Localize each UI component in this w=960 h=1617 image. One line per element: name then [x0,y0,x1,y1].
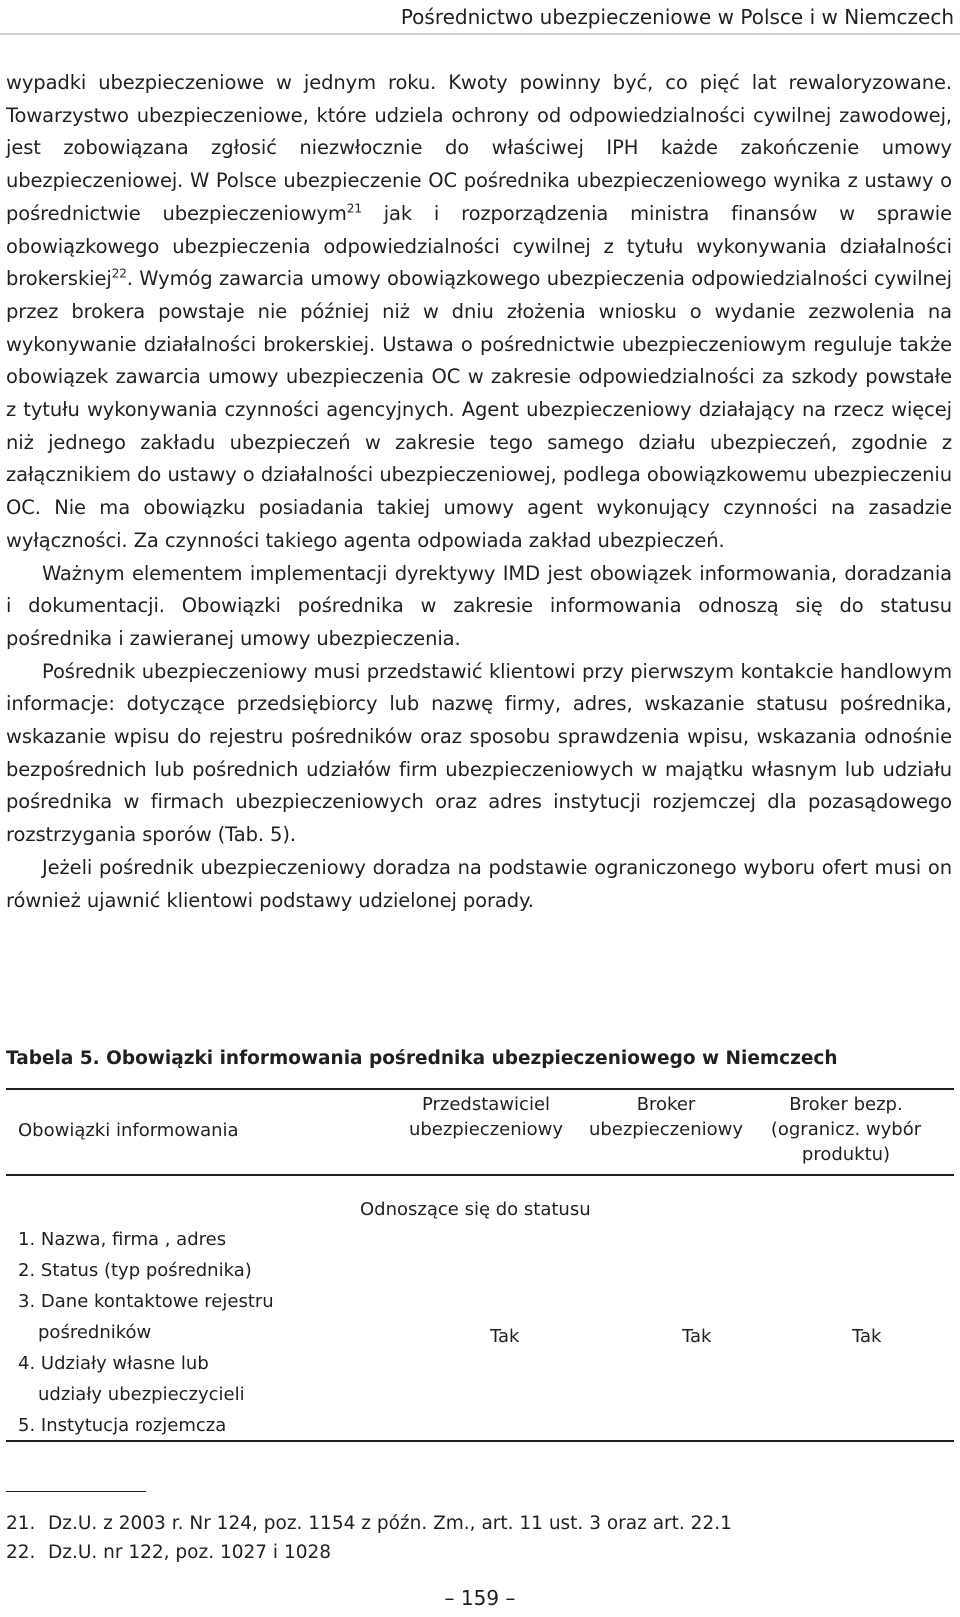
cell-broker-value: Tak [682,1326,712,1347]
list-item: 5. Instytucja rozjemcza [18,1415,227,1436]
paragraph-1-part-b: jak i rozporządzenia ministra finansów w sprawie obowiązkowego ubezpieczenia odpowiedzialności cywilnej z tytułu wykonywania działalności brokerskiej [6,201,953,291]
list-item: 1. Nazwa, firma , adres [18,1229,227,1250]
table-top-rule [6,1088,954,1090]
footnote-ref-21[interactable]: 21 [346,201,362,216]
footnotes [6,1509,732,1567]
header-broker-line-2: ubezpieczeniowy [588,1119,744,1140]
list-item: 2. Status (typ pośrednika) [18,1260,252,1281]
list-item-continuation: udziały ubezpieczycieli [38,1384,245,1405]
table-header-rule [6,1174,954,1176]
body-text [6,67,952,917]
table-bottom-rule [6,1440,954,1442]
footnote-21 [6,1509,732,1538]
footnote-text: Dz.U. z 2003 r. Nr 124, poz. 1154 z późn. Zm., art. 11 ust. 3 oraz art. 22.1 [48,1513,732,1534]
cell-agent-value: Tak [490,1326,520,1347]
header-agent-line-2: ubezpieczeniowy [408,1119,564,1140]
header-agent-line-1: Przedstawiciel [421,1094,551,1115]
paragraph-1 [6,67,952,558]
footnote-text: Dz.U. nr 122, poz. 1027 i 1028 [48,1542,332,1563]
header-broker-limited-line-1: Broker bezp. [789,1094,903,1115]
footnote-number: 22. [6,1542,36,1563]
page-number: – 159 – [444,1586,516,1610]
header-broker [578,1092,754,1142]
header-rule [0,33,960,35]
list-item-continuation: pośredników [38,1322,152,1343]
paragraph-1-part-a: wypadki ubezpieczeniowe w jednym roku. Kwoty powinny być, co pięć lat rewaloryzowane. Towarzystwo ubezpieczeniowe, które udziela ochrony od odpowiedzialności cywilnej zawodowej, jest zobowiązana zgłosić niezwłocznie do właściwej IPH każde zakończenie umowy ubezpieczeniowej. W Polsce ubezpieczenie OC pośrednika ubezpieczeniowego wynika z ustawy o pośrednictwie ubezpieczeniowym [6,71,952,225]
header-broker-line-1: Broker [636,1094,696,1115]
running-head: Pośrednictwo ubezpieczeniowe w Polsce i w Niemczech [400,5,954,29]
header-agent [398,1092,574,1142]
obligations-list [18,1224,274,1441]
header-obligations: Obowiązki informowania [18,1120,239,1141]
footnote-number: 21. [6,1513,36,1534]
list-item: 4. Udziały własne lub [18,1353,209,1374]
paragraph-2: Ważnym elementem implementacji dyrektywy IMD jest obowiązek informowania, doradzania i dokumentacji. Obowiązki pośrednika w zakresie informowania odnoszą się do statusu pośrednika i zawieranej umowy ubezpieczenia. [6,561,952,650]
footnote-rule [6,1491,146,1492]
paragraph-4: Jeżeli pośrednik ubezpieczeniowy doradza na podstawie ograniczonego wyboru ofert musi on również ujawnić klientowi podstawy udzielonej porady. [6,855,952,912]
footnote-ref-22[interactable]: 22 [111,266,127,281]
header-broker-limited-line-2: (ogranicz. wybór [770,1119,922,1140]
cell-broker-limited-value: Tak [852,1326,882,1347]
section-label-text: Odnoszące się do statusu [360,1199,591,1220]
paragraph-3: Pośrednik ubezpieczeniowy musi przedstawić klientowi przy pierwszym kontakcie handlowym informacje: dotyczące przedsiębiorcy lub nazwę firmy, adres, wskazanie statusu pośrednika, wskazanie wpisu do rejestru pośredników oraz sposobu sprawdzenia wpisu, wskazania odnośnie bezpośrednich lub pośrednich udziałów firm ubezpieczeniowych w majątku własnym lub udziału pośrednika w firmach ubezpieczeniowych oraz adres instytucji rozjemczej dla pozasądowego rozstrzygania sporów (Tab. 5). [6,659,952,847]
list-item: 3. Dane kontaktowe rejestru [18,1291,274,1312]
header-broker-limited [758,1092,934,1167]
footnote-22 [6,1538,732,1567]
header-broker-limited-line-3: produktu) [801,1144,891,1165]
paragraph-1-part-c: . Wymóg zawarcia umowy obowiązkowego ubezpieczenia odpowiedzialności cywilnej przez brokera powstaje nie później niż w dniu złożenia wniosku o wydanie zezwolenia na wykonywanie działalności brokerskiej. Ustawa o pośrednictwie ubezpieczeniowym reguluje także obowiązek zawarcia umowy ubezpieczenia OC w zakresie odpowiedzialności za szkody powstałe z tytułu wykonywania czynności agencyjnych. Agent ubezpieczeniowy działający na rzecz więcej niż jednego zakładu ubezpieczeń w zakresie tego samego działu ubezpieczeń, zgodnie z załącznikiem do ustawy o działalności ubezpieczeniowej, podlega obowiązkowemu ubezpieczeniu OC. Nie ma obowiązku posiadania takiej umowy agent wykonujący czynności na zasadzie wyłączności. Za czynności takiego agenta odpowiada zakład ubezpieczeń. [6,267,952,552]
table-caption: Tabela 5. Obowiązki informowania pośrednika ubezpieczeniowego w Niemczech [6,1048,838,1069]
